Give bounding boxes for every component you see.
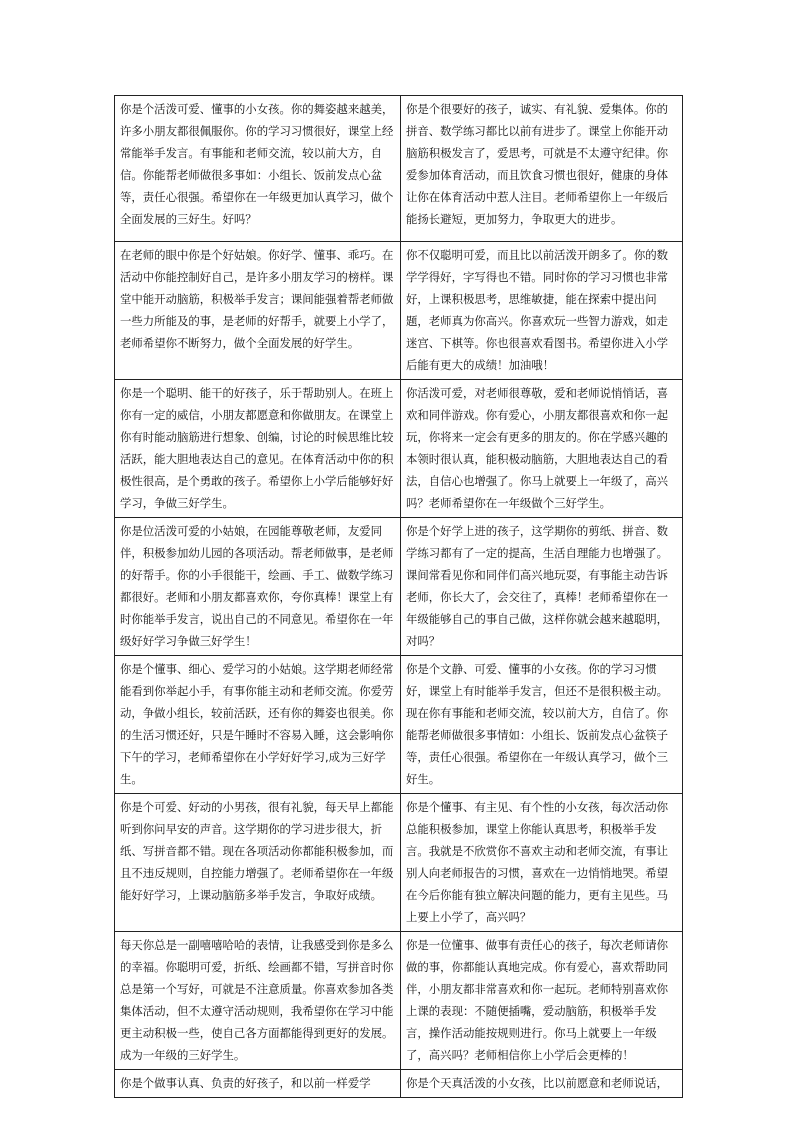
comment-cell-left: 在老师的眼中你是个好姑娘。你好学、懂事、乖巧。在活动中你能控制好自己，是许多小朋友学习的榜样。课堂中能开动脑筋，积极举手发言；课间能强着帮老师做一些力所能及的事，是老师的好帮手，就要上小学了，老师希望你不断努力，做个全面发展的好学生。 — [115, 242, 401, 380]
comment-cell-right: 你是个天真活泼的小女孩，比以前愿意和老师说话， — [401, 1070, 683, 1098]
comment-row — [115, 794, 683, 932]
comment-cell-right: 你是个懂事、有主见、有个性的小女孩，每次活动你总能积极参加，课堂上你能认真思考，积极举手发言。我就是不欣赏你不喜欢主动和老师交流，有事让别人向老师报告的习惯，喜欢在一边悄悄地哭。希望在今后你能有独立解决问题的能力，更有主见些。马上要上小学了，高兴吗？ — [401, 794, 683, 932]
comment-cell-right: 你是个文静、可爱、懂事的小女孩。你的学习习惯好，课堂上有时能举手发言，但还不是很积极主动。现在你有事能和老师交流，较以前大方，自信了。你能帮老师做很多事情如：小组长、饭前发点心盆筷子等，责任心很强。希望你在一年级认真学习，做个三好生。 — [401, 656, 683, 794]
comments-table-body — [115, 96, 683, 1098]
comment-row — [115, 380, 683, 518]
comment-row — [115, 1070, 683, 1098]
comment-cell-left: 你是一个聪明、能干的好孩子，乐于帮助别人。在班上你有一定的威信，小朋友都愿意和你做朋友。在课堂上你有时能动脑筋进行想象、创编，讨论的时候思维比较活跃，能大胆地表达自己的意见。在体育活动中你的积极性很高，是个勇敢的孩子。希望你上小学后能够好好学习，争做三好学生。 — [115, 380, 401, 518]
comment-row — [115, 656, 683, 794]
comment-cell-right: 你活泼可爱，对老师很尊敬，爱和老师说悄悄话，喜欢和同伴游戏。你有爱心，小朋友都很喜欢和你一起玩，你将来一定会有更多的朋友的。你在学感兴趣的本领时很认真，能积极动脑筋，大胆地表达自己的看法，自信心也增强了。你马上就要上一年级了，高兴吗？老师希望你在一年级做个三好学生。 — [401, 380, 683, 518]
comment-cell-left: 你是个可爱、好动的小男孩，很有礼貌，每天早上都能听到你问早安的声音。这学期你的学习进步很大，折纸、写拼音都不错。现在各项活动你都能积极参加，而且不违反规则，自控能力增强了。老师希望你在一年级能好好学习，上课动脑筋多举手发言，争取好成绩。 — [115, 794, 401, 932]
comments-table — [114, 95, 683, 1098]
comment-row — [115, 518, 683, 656]
comment-row — [115, 96, 683, 242]
comment-cell-right: 你是个好学上进的孩子，这学期你的剪纸、拼音、数学练习都有了一定的提高，生活自理能力也增强了。课间常看见你和同伴们高兴地玩耍，有事能主动告诉老师，你长大了，会交往了，真棒！老师希望你在一年级能够自己的事自己做，这样你就会越来越聪明，对吗？ — [401, 518, 683, 656]
comment-cell-right: 你是一位懂事、做事有责任心的孩子，每次老师请你做的事，你都能认真地完成。你有爱心，喜欢帮助同伴，小朋友都非常喜欢和你一起玩。老师特别喜欢你上课的表现：不随便插嘴，爱动脑筋，积极举手发言，操作活动能按规则进行。你马上就要上一年级了，高兴吗？老师相信你上小学后会更棒的！ — [401, 932, 683, 1070]
comment-row — [115, 242, 683, 380]
comment-cell-left: 你是个活泼可爱、懂事的小女孩。你的舞姿越来越美，许多小朋友都很佩服你。你的学习习惯很好，课堂上经常能举手发言。有事能和老师交流，较以前大方，自信。你能帮老师做很多事如：小组长、饭前发点心盆等，责任心很强。希望你在一年级更加认真学习，做个全面发展的三好生。好吗？ — [115, 96, 401, 242]
comment-cell-left: 你是个做事认真、负责的好孩子，和以前一样爱学 — [115, 1070, 401, 1098]
comment-cell-right: 你不仅聪明可爱，而且比以前活泼开朗多了。你的数学学得好，字写得也不错。同时你的学习习惯也非常好，上课积极思考，思维敏捷，能在探索中提出问题，老师真为你高兴。你喜欢玩一些智力游戏，如走迷宫、下棋等。你也很喜欢看图书。希望你进入小学后能有更大的成绩！加油哦！ — [401, 242, 683, 380]
comment-cell-left: 你是个懂事、细心、爱学习的小姑娘。这学期老师经常能看到你举起小手，有事你能主动和老师交流。你爱劳动，争做小组长，较前活跃，还有你的舞姿也很美。你的生活习惯还好，只是午睡时不容易入睡，这会影响你下午的学习，老师希望你在小学好好学习,成为三好学生。 — [115, 656, 401, 794]
comment-cell-right: 你是个很要好的孩子，诚实、有礼貌、爱集体。你的拼音、数学练习都比以前有进步了。课堂上你能开动脑筋积极发言了，爱思考，可就是不太遵守纪律。你爱参加体育活动，而且饮食习惯也很好，健康的身体让你在体育活动中惹人注目。老师希望你上一年级后能扬长避短，更加努力，争取更大的进步。 — [401, 96, 683, 242]
comment-cell-left: 你是位活泼可爱的小姑娘，在园能尊敬老师，友爱同伴，积极参加幼儿园的各项活动。帮老师做事，是老师的好帮手。你的小手很能干，绘画、手工、做数学练习都很好。老师和小朋友都喜欢你，夸你真棒！课堂上有时你能举手发言，说出自己的不同意见。希望你在一年级好好学习争做三好学生！ — [115, 518, 401, 656]
comment-row — [115, 932, 683, 1070]
comment-cell-left: 每天你总是一副嘻嘻哈哈的表情，让我感受到你是多么的幸福。你聪明可爱，折纸、绘画都不错，写拼音时你总是第一个写好，可就是不注意质量。你喜欢参加各类集体活动，但不太遵守活动规则，我希望你在学习中能更主动积极一些，使自己各方面都能得到更好的发展。成为一年级的三好学生。 — [115, 932, 401, 1070]
